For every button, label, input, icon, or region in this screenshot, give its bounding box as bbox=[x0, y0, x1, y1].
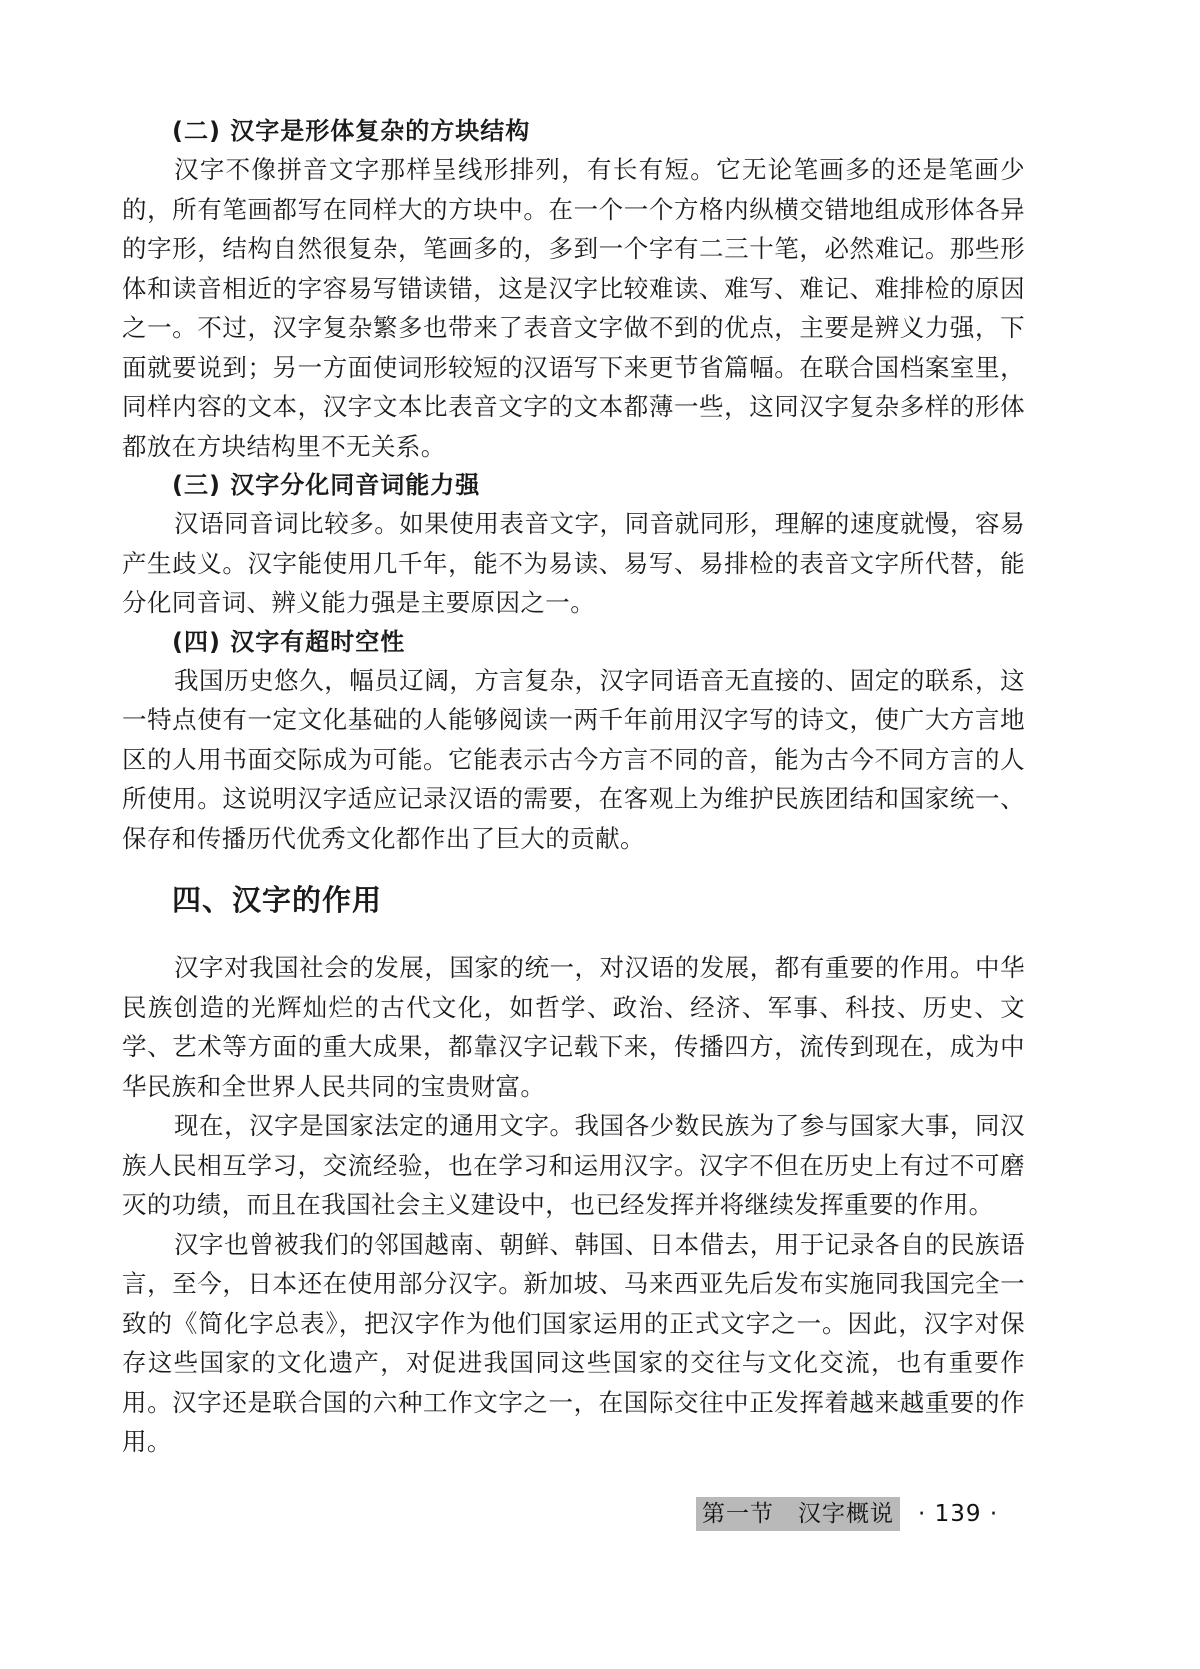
subheading-transcend-time-space: (四) 汉字有超时空性 bbox=[172, 627, 406, 656]
paragraph: 现在，汉字是国家法定的通用文字。我国各少数民族为了参与国家大事，同汉族人民相互学习，交流经验，也在学习和运用汉字。汉字不但在历史上有过不可磨灭的功绩，而且在我国社会主义建设中，也已经发挥并将继续发挥重要的作用。 bbox=[122, 1111, 1025, 1219]
page-content bbox=[122, 112, 1025, 1462]
section-title-role-of-hanzi: 四、汉字的作用 bbox=[172, 883, 383, 917]
subheading-complex-square-structure: (二) 汉字是形体复杂的方块结构 bbox=[172, 117, 531, 145]
paragraph: 我国历史悠久，幅员辽阔，方言复杂，汉字同语音无直接的、固定的联系，这一特点使有一定文化基础的人能够阅读一两千年前用汉字写的诗文，使广大方言地区的人用书面交际成为可能。它能表示古今方言不同的音，能为古今不同方言的人所使用。这说明汉字适应记录汉语的需要，在客观上为维护民族团结和国家统一、保存和传播历代优秀文化都作出了巨大的贡献。 bbox=[122, 665, 1025, 853]
page-number: · 139 · bbox=[918, 1501, 999, 1527]
page-footer bbox=[696, 1497, 998, 1531]
paragraph: 汉字对我国社会的发展，国家的统一，对汉语的发展，都有重要的作用。中华民族创造的光辉灿烂的古代文化，如哲学、政治、经济、军事、科技、历史、文学、艺术等方面的重大成果，都靠汉字记载下来，传播四方，流传到现在，成为中华民族和全世界人民共同的宝贵财富。 bbox=[122, 953, 1025, 1101]
paragraph: 汉语同音词比较多。如果使用表音文字，同音就同形，理解的速度就慢，容易产生歧义。汉字能使用几千年，能不为易读、易写、易排检的表音文字所代替，能分化同音词、辨义能力强是主要原因之一。 bbox=[122, 509, 1025, 617]
subheading-homophone-differentiation: (三) 汉字分化同音词能力强 bbox=[172, 471, 481, 499]
paragraph: 汉字也曾被我们的邻国越南、朝鲜、韩国、日本借去，用于记录各自的民族语言，至今，日本还在使用部分汉字。新加坡、马来西亚先后发布实施同我国完全一致的《简化字总表》，把汉字作为他们国家运用的正式文字之一。因此，汉字对保存这些国家的文化遗产，对促进我国同这些国家的交往与文化交流，也有重要作用。汉字还是联合国的六种工作文字之一，在国际交往中正发挥着越来越重要的作用。 bbox=[122, 1229, 1025, 1456]
footer-section-label: 第一节 汉字概说 bbox=[696, 1497, 900, 1531]
paragraph: 汉字不像拼音文字那样呈线形排列，有长有短。它无论笔画多的还是笔画少的，所有笔画都写在同样大的方块中。在一个一个方格内纵横交错地组成形体各异的字形，结构自然很复杂，笔画多的，多到一个字有二三十笔，必然难记。那些形体和读音相近的字容易写错读错，这是汉字比较难读、难写、难记、难排检的原因之一。不过，汉字复杂繁多也带来了表音文字做不到的优点，主要是辨义力强，下面就要说到；另一方面使词形较短的汉语写下来更节省篇幅。在联合国档案室里，同样内容的文本，汉字文本比表音文字的文本都薄一些，这同汉字复杂多样的形体都放在方块结构里不无关系。 bbox=[122, 155, 1025, 461]
